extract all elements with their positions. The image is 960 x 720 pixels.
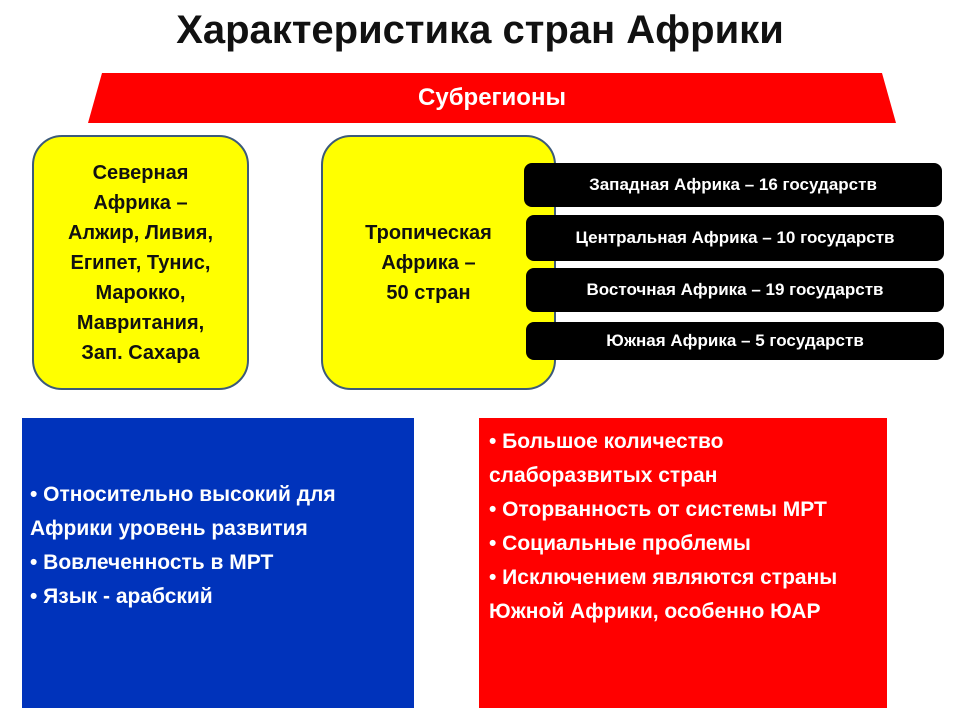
subregion-south-label: Южная Африка – 5 государств: [606, 331, 864, 350]
list-item: • Язык - арабский: [30, 585, 213, 608]
subregion-central-label: Центральная Африка – 10 государств: [575, 228, 895, 247]
tropical-africa-text: Тропическая Африка – 50 стран: [365, 221, 492, 304]
north-africa-traits-panel: [22, 418, 414, 708]
subregion-central: [526, 215, 944, 261]
list-item: • Относительно высокий для Африки уровень развития: [30, 483, 336, 540]
north-africa-text: Северная Африка – Алжир, Ливия, Египет, Тунис, Марокко, Мавритания, Зап. Сахара: [67, 161, 214, 364]
subregion-west: [524, 163, 942, 207]
north-africa-traits-list: [30, 478, 400, 614]
north-africa-box: [32, 135, 249, 390]
subregion-east: [526, 268, 944, 312]
list-item: • Большое количество слаборазвитых стран: [489, 430, 724, 487]
subregion-south: [526, 322, 944, 360]
tropical-africa-box: [321, 135, 556, 390]
tropical-africa-traits-list: [489, 425, 873, 629]
banner-label: Субрегионы: [418, 84, 566, 111]
tropical-africa-traits-panel: [479, 418, 887, 708]
subregion-west-label: Западная Африка – 16 государств: [589, 175, 877, 194]
list-item: • Социальные проблемы: [489, 532, 751, 555]
list-item: • Исключением являются страны Южной Африки, особенно ЮАР: [489, 566, 838, 623]
subregions-banner: [88, 73, 896, 123]
subregion-east-label: Восточная Африка – 19 государств: [586, 280, 884, 299]
list-item: • Оторванность от системы МРТ: [489, 498, 827, 521]
page-title: Характеристика стран Африки: [176, 8, 784, 52]
list-item: • Вовлеченность в МРТ: [30, 551, 274, 574]
